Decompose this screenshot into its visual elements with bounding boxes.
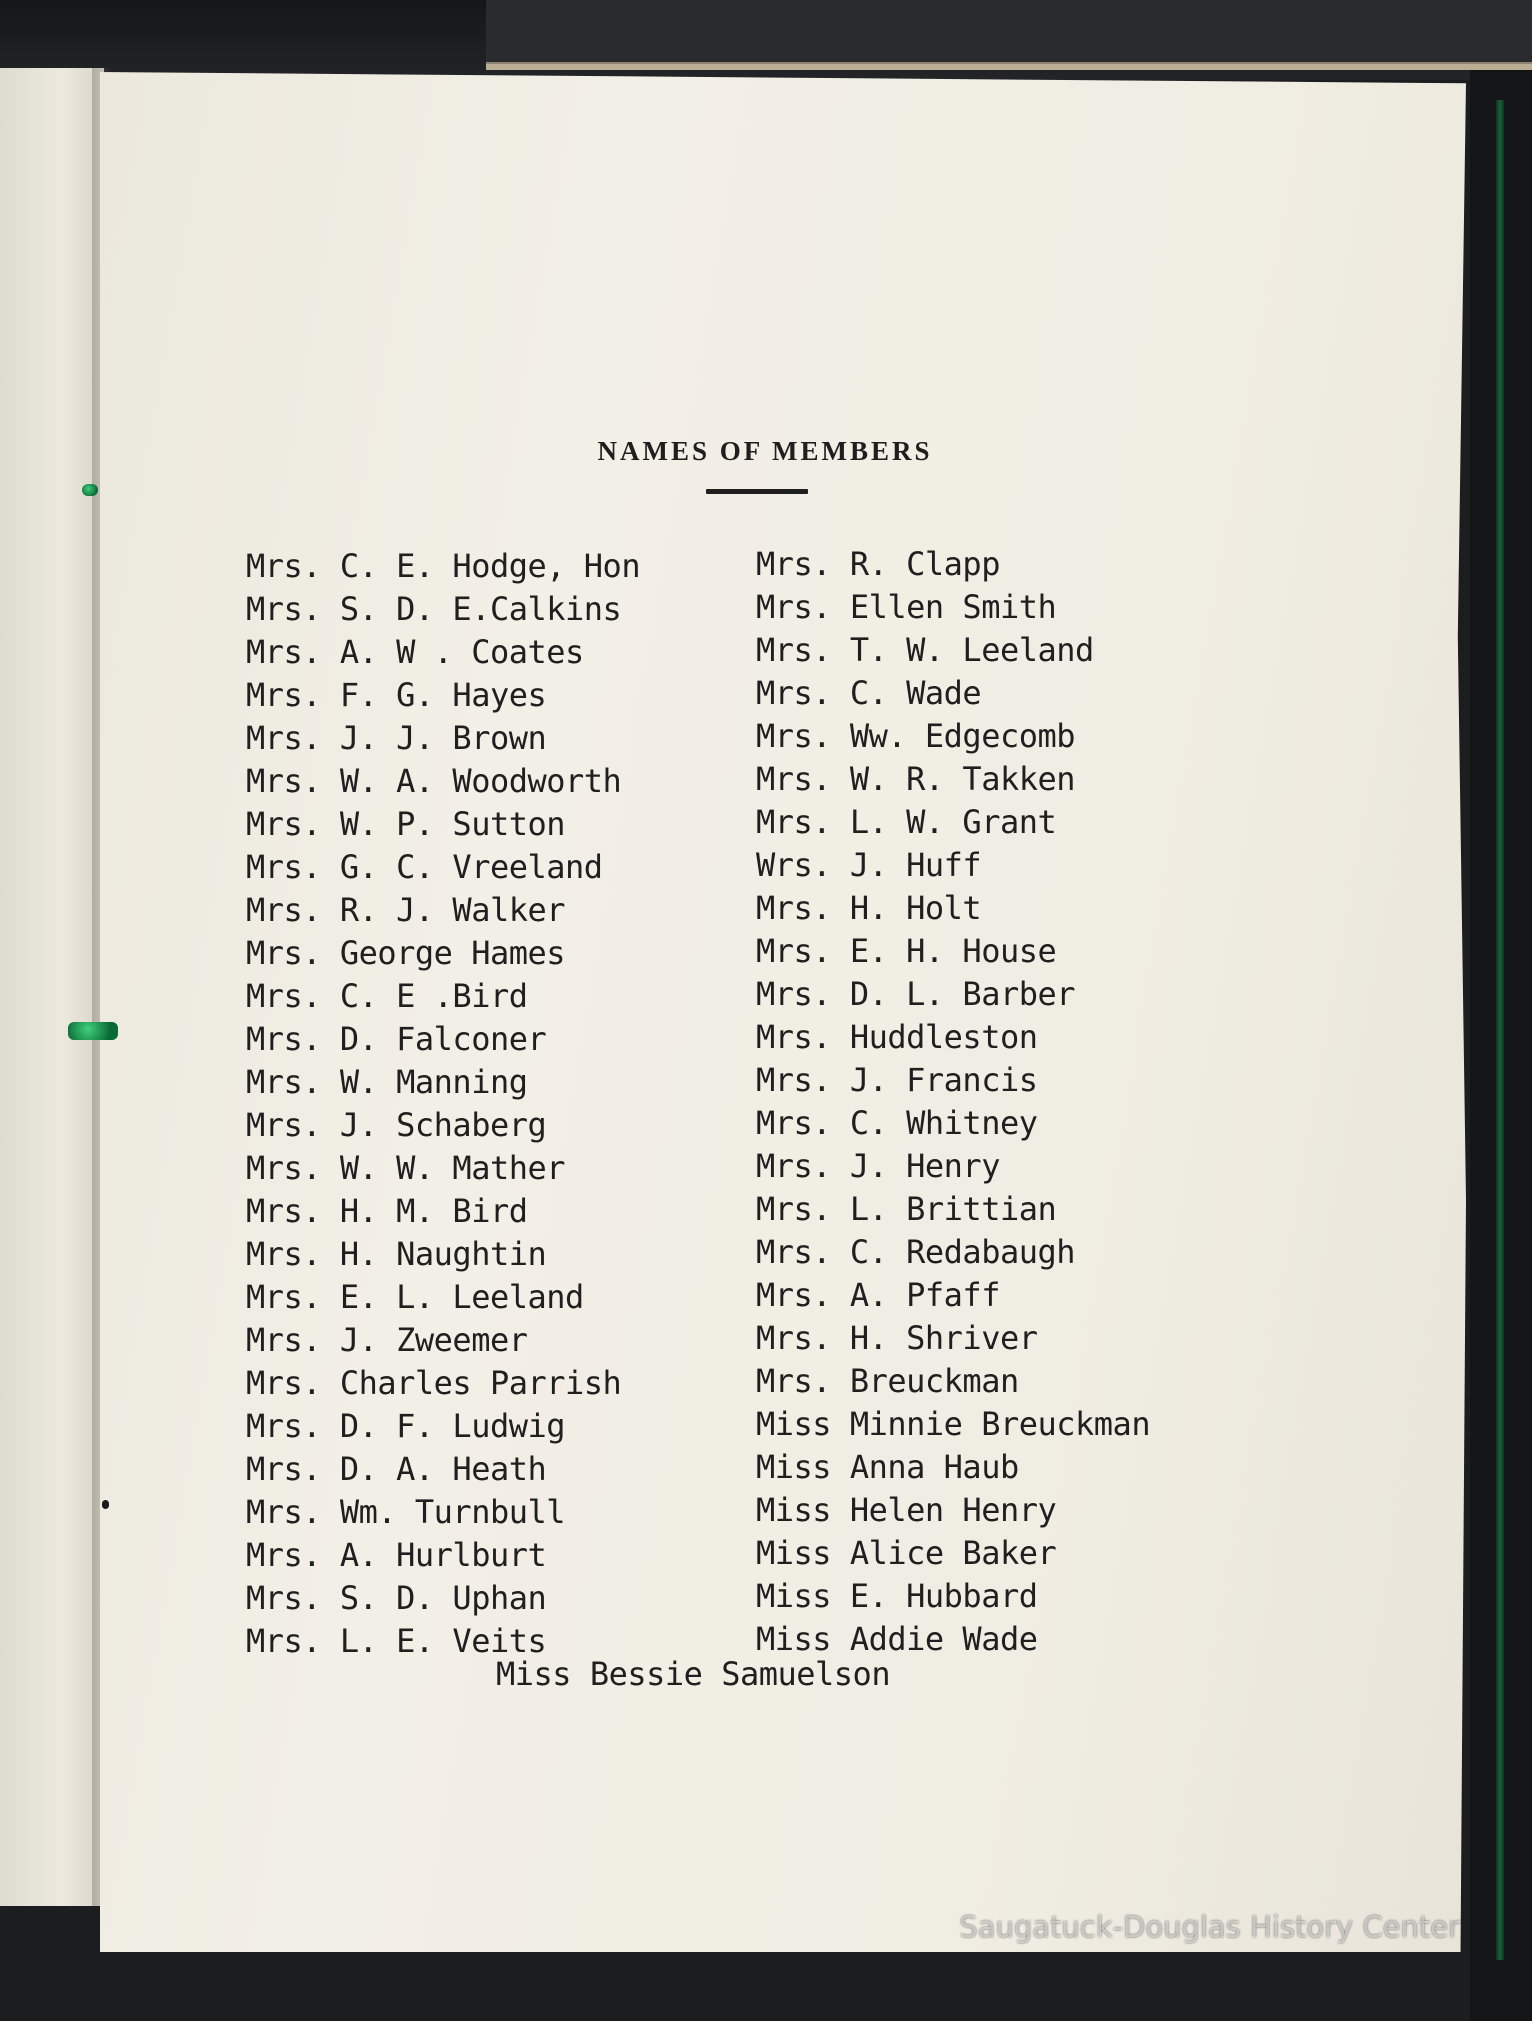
watermark-text: Saugatuck-Douglas History Center [959,1910,1460,1944]
member-name: Miss Helen Henry [756,1491,1057,1529]
member-name: Mrs. R. J. Walker [246,891,566,929]
member-name: Mrs. H. M. Bird [246,1192,528,1230]
member-name: Mrs. Breuckman [756,1362,1019,1400]
green-cover-edge [1496,100,1504,1960]
member-name: Mrs. W. R. Takken [756,760,1076,798]
member-name: Mrs. Ellen Smith [756,588,1057,626]
member-name: Mrs. G. C. Vreeland [246,848,603,886]
member-name: Mrs. A. Pfaff [756,1276,1000,1314]
green-stitch-thread-middle [68,1022,118,1040]
member-name: Mrs. H. Shriver [756,1319,1038,1357]
member-name: Mrs. W. W. Mather [246,1149,566,1187]
member-name: Miss Minnie Breuckman [756,1405,1151,1443]
member-name: Miss E. Hubbard [756,1577,1038,1615]
member-name: Mrs. D. Falconer [246,1020,547,1058]
member-name: Mrs. H. Naughtin [246,1235,547,1273]
member-list-left-column [246,545,640,1663]
member-name: Mrs. E. H. House [756,932,1057,970]
member-name: Mrs. Charles Parrish [246,1364,622,1402]
member-name: Mrs. L. W. Grant [756,803,1057,841]
stitch-hole-bottom [102,1500,109,1509]
member-name: Miss Addie Wade [756,1620,1038,1658]
member-name: Mrs. W. P. Sutton [246,805,566,843]
member-name: Mrs. F. G. Hayes [246,676,547,714]
member-name: Mrs. A. Hurlburt [246,1536,547,1574]
member-name: Mrs. S. D. Uphan [246,1579,547,1617]
member-name: Mrs. L. Brittian [756,1190,1057,1228]
facing-page-edge [0,68,104,1906]
member-name: Mrs. D. L. Barber [756,975,1076,1013]
member-name: Mrs. S. D. E.Calkins [246,590,622,628]
member-name-final: Miss Bessie Samuelson [496,1655,891,1693]
member-name: Mrs. J. Zweemer [246,1321,528,1359]
member-name: Mrs. W. Manning [246,1063,528,1101]
member-name: Mrs. C. E. Hodge, Hon [246,547,641,585]
member-name: Mrs. Ww. Edgecomb [756,717,1076,755]
member-name: Mrs. J. J. Brown [246,719,547,757]
member-name: Mrs. R. Clapp [756,545,1000,583]
member-name: Mrs. C. Redabaugh [756,1233,1076,1271]
member-name: Mrs. D. A. Heath [246,1450,547,1488]
member-name: Mrs. D. F. Ludwig [246,1407,566,1445]
member-name: Mrs. H. Holt [756,889,982,927]
member-name: Mrs. C. Wade [756,674,982,712]
booklet-cover-behind [486,0,1532,70]
member-name: Mrs. A. W . Coates [246,633,584,671]
member-name: Mrs. L. E. Veits [246,1622,547,1660]
page-heading: NAMES OF MEMBERS [597,436,933,466]
member-name: Mrs. J. Francis [756,1061,1038,1099]
green-stitch-thread-top [82,484,98,496]
member-name: Mrs. W. A. Woodworth [246,762,622,800]
member-name: Mrs. C. E .Bird [246,977,528,1015]
member-name: Wrs. J. Huff [756,846,982,884]
member-name: Mrs. T. W. Leeland [756,631,1094,669]
member-name: Mrs. E. L. Leeland [246,1278,584,1316]
member-name: Mrs. Huddleston [756,1018,1038,1056]
member-name: Miss Anna Haub [756,1448,1019,1486]
member-list-right-column [756,543,1150,1661]
heading-underline-rule [706,489,808,494]
member-name: Mrs. C. Whitney [756,1104,1038,1142]
member-name: Mrs. J. Schaberg [246,1106,547,1144]
member-name: Mrs. George Hames [246,934,566,972]
member-name: Mrs. J. Henry [756,1147,1000,1185]
member-name: Mrs. Wm. Turnbull [246,1493,566,1531]
member-name: Miss Alice Baker [756,1534,1057,1572]
